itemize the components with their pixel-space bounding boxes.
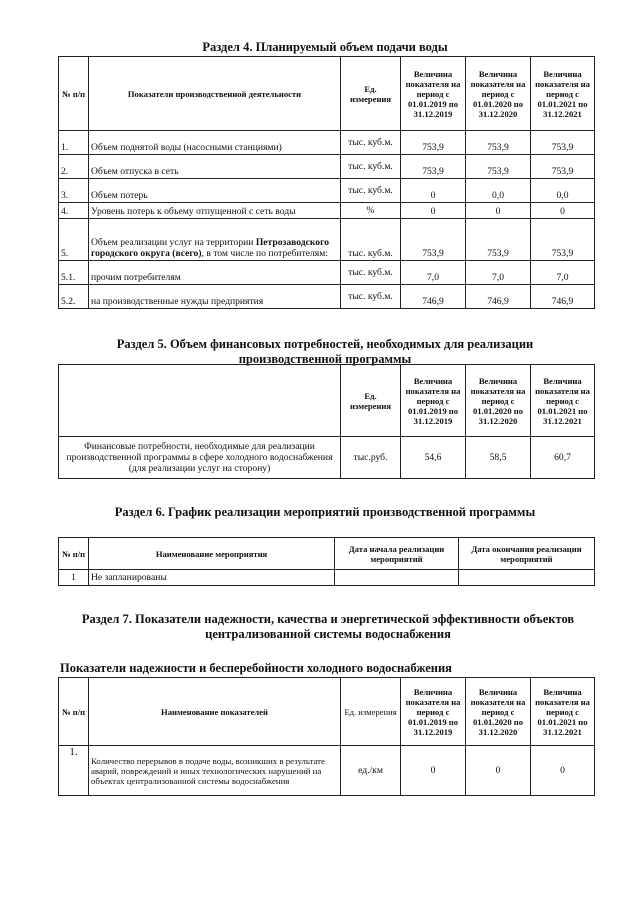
row-name <box>89 219 341 261</box>
row-num: 5.1. <box>59 261 89 285</box>
row-value-2021: 0 <box>531 203 595 219</box>
section7-title-line1: Раздел 7. Показатели надежности, качества и энергетической эффективности объектов <box>81 612 575 626</box>
section7-table <box>58 677 595 796</box>
row-value-2020: 753,9 <box>466 155 531 179</box>
row-num: 1 <box>59 570 89 586</box>
row-end <box>459 570 595 586</box>
row-value-2021: 746,9 <box>531 285 595 309</box>
section7-title-line2: централизованной системы водоснабжения <box>205 627 451 641</box>
row-unit: тыс. куб.м. <box>341 219 401 261</box>
col-2020-header: Величина показателя на период с 01.01.2020 по 31.12.2020 <box>466 678 531 746</box>
table-row <box>59 155 595 179</box>
col-unit-header: Ед. измерения <box>341 57 401 131</box>
section7-title <box>58 612 598 642</box>
col-unit-header: Ед. измерения <box>341 678 401 746</box>
row-name: Количество перерывов в подаче воды, возникших в результате аварий, повреждений и иных технологических нарушений на объектах централизованной системы водоснабжения <box>89 746 341 796</box>
row-num: 1. <box>59 746 89 796</box>
row-value-2020: 753,9 <box>466 219 531 261</box>
row-value-2020: 58,5 <box>466 437 531 479</box>
row-value-2020: 0 <box>466 746 531 796</box>
table-row <box>59 437 595 479</box>
section5-title <box>60 337 590 367</box>
row-value-2020: 0,0 <box>466 179 531 203</box>
row-unit: тыс.руб. <box>341 437 401 479</box>
row-value-2019: 54,6 <box>401 437 466 479</box>
row-name-pre: Объем реализации услуг на территории <box>91 237 256 248</box>
row-num: 5.2. <box>59 285 89 309</box>
table-row <box>59 285 595 309</box>
section5-title-line2: производственной программы <box>238 352 412 366</box>
row-num: 3. <box>59 179 89 203</box>
row-value-2019: 746,9 <box>401 285 466 309</box>
row-unit: тыс. куб.м. <box>341 155 401 179</box>
row-value-2020: 0 <box>466 203 531 219</box>
row-value-2019: 753,9 <box>401 219 466 261</box>
row-value-2021: 7,0 <box>531 261 595 285</box>
row-value-2019: 7,0 <box>401 261 466 285</box>
col-2020-header: Величина показателя на период с 01.01.2020 по 31.12.2020 <box>466 365 531 437</box>
table-row <box>59 131 595 155</box>
section5-title-line1: Раздел 5. Объем финансовых потребностей, необходимых для реализации <box>116 337 534 351</box>
row-value-2020: 753,9 <box>466 131 531 155</box>
row-name: прочим потребителям <box>89 261 341 285</box>
row-unit: тыс. куб.м. <box>341 285 401 309</box>
row-name: на производственные нужды предприятия <box>89 285 341 309</box>
row-name: Объем поднятой воды (насосными станциями) <box>89 131 341 155</box>
table-row <box>59 746 595 796</box>
table-row <box>59 219 595 261</box>
col-2021-header: Величина показателя на период с 01.01.2021 по 31.12.2021 <box>531 365 595 437</box>
row-value-2021: 753,9 <box>531 155 595 179</box>
row-value-2021: 753,9 <box>531 131 595 155</box>
col-2020-header: Величина показателя на период с 01.01.2020 по 31.12.2020 <box>466 57 531 131</box>
col-empty-header <box>59 365 341 437</box>
row-name: Финансовые потребности, необходимые для реализации производственной программы в сфере холодного водоснабжения (для реализации услуг на сторону) <box>59 437 341 479</box>
col-num-header: № п/п <box>59 57 89 131</box>
row-value-2019: 0 <box>401 179 466 203</box>
section7-subtitle: Показатели надежности и бесперебойности холодного водоснабжения <box>60 661 452 675</box>
row-unit: ед./км <box>341 746 401 796</box>
col-num-header: № п/п <box>59 538 89 570</box>
table-row <box>59 179 595 203</box>
row-name: Объем потерь <box>89 179 341 203</box>
col-end-header: Дата окончания реализации мероприятий <box>459 538 595 570</box>
row-name: Уровень потерь к объему отпущенной с сеть воды <box>89 203 341 219</box>
col-start-header: Дата начала реализации мероприятий <box>335 538 459 570</box>
section6-title: Раздел 6. График реализации мероприятий производственной программы <box>114 505 536 519</box>
row-num: 2. <box>59 155 89 179</box>
table-row <box>59 261 595 285</box>
row-name-bold: Петрозаводского городского округа (всего) <box>91 237 330 259</box>
table-row <box>59 203 595 219</box>
col-name-header: Наименование мероприятия <box>89 538 335 570</box>
row-unit: тыс. куб.м. <box>341 179 401 203</box>
row-num: 5. <box>59 219 89 261</box>
row-value-2021: 0 <box>531 746 595 796</box>
section4-title: Раздел 4. Планируемый объем подачи воды <box>202 40 448 54</box>
col-2019-header: Величина показателя на период с 01.01.2019 по 31.12.2019 <box>401 365 466 437</box>
section6-table <box>58 537 595 586</box>
row-name: Не запланированы <box>89 570 335 586</box>
row-value-2021: 753,9 <box>531 219 595 261</box>
col-2021-header: Величина показателя на период с 01.01.2021 по 31.12.2021 <box>531 57 595 131</box>
row-value-2019: 0 <box>401 746 466 796</box>
row-start <box>335 570 459 586</box>
row-name: Объем отпуска в сеть <box>89 155 341 179</box>
section5-table <box>58 364 595 479</box>
col-unit-header: Ед. измерения <box>341 365 401 437</box>
row-value-2021: 60,7 <box>531 437 595 479</box>
row-value-2021: 0,0 <box>531 179 595 203</box>
col-indicator-header: Показатели производственной деятельности <box>89 57 341 131</box>
row-value-2019: 0 <box>401 203 466 219</box>
row-name-post: , в том числе по потребителям: <box>201 248 328 259</box>
row-value-2020: 7,0 <box>466 261 531 285</box>
row-unit: % <box>341 203 401 219</box>
row-value-2019: 753,9 <box>401 131 466 155</box>
row-unit: тыс. куб.м. <box>341 261 401 285</box>
row-num: 1. <box>59 131 89 155</box>
col-name-header: Наименование показателей <box>89 678 341 746</box>
section4-table <box>58 56 595 309</box>
row-num: 4. <box>59 203 89 219</box>
col-2019-header: Величина показателя на период с 01.01.2019 по 31.12.2019 <box>401 57 466 131</box>
table-row <box>59 570 595 586</box>
row-value-2019: 753,9 <box>401 155 466 179</box>
row-unit: тыс. куб.м. <box>341 131 401 155</box>
col-num-header: № п/п <box>59 678 89 746</box>
col-2019-header: Величина показателя на период с 01.01.2019 по 31.12.2019 <box>401 678 466 746</box>
row-value-2020: 746,9 <box>466 285 531 309</box>
col-2021-header: Величина показателя на период с 01.01.2021 по 31.12.2021 <box>531 678 595 746</box>
